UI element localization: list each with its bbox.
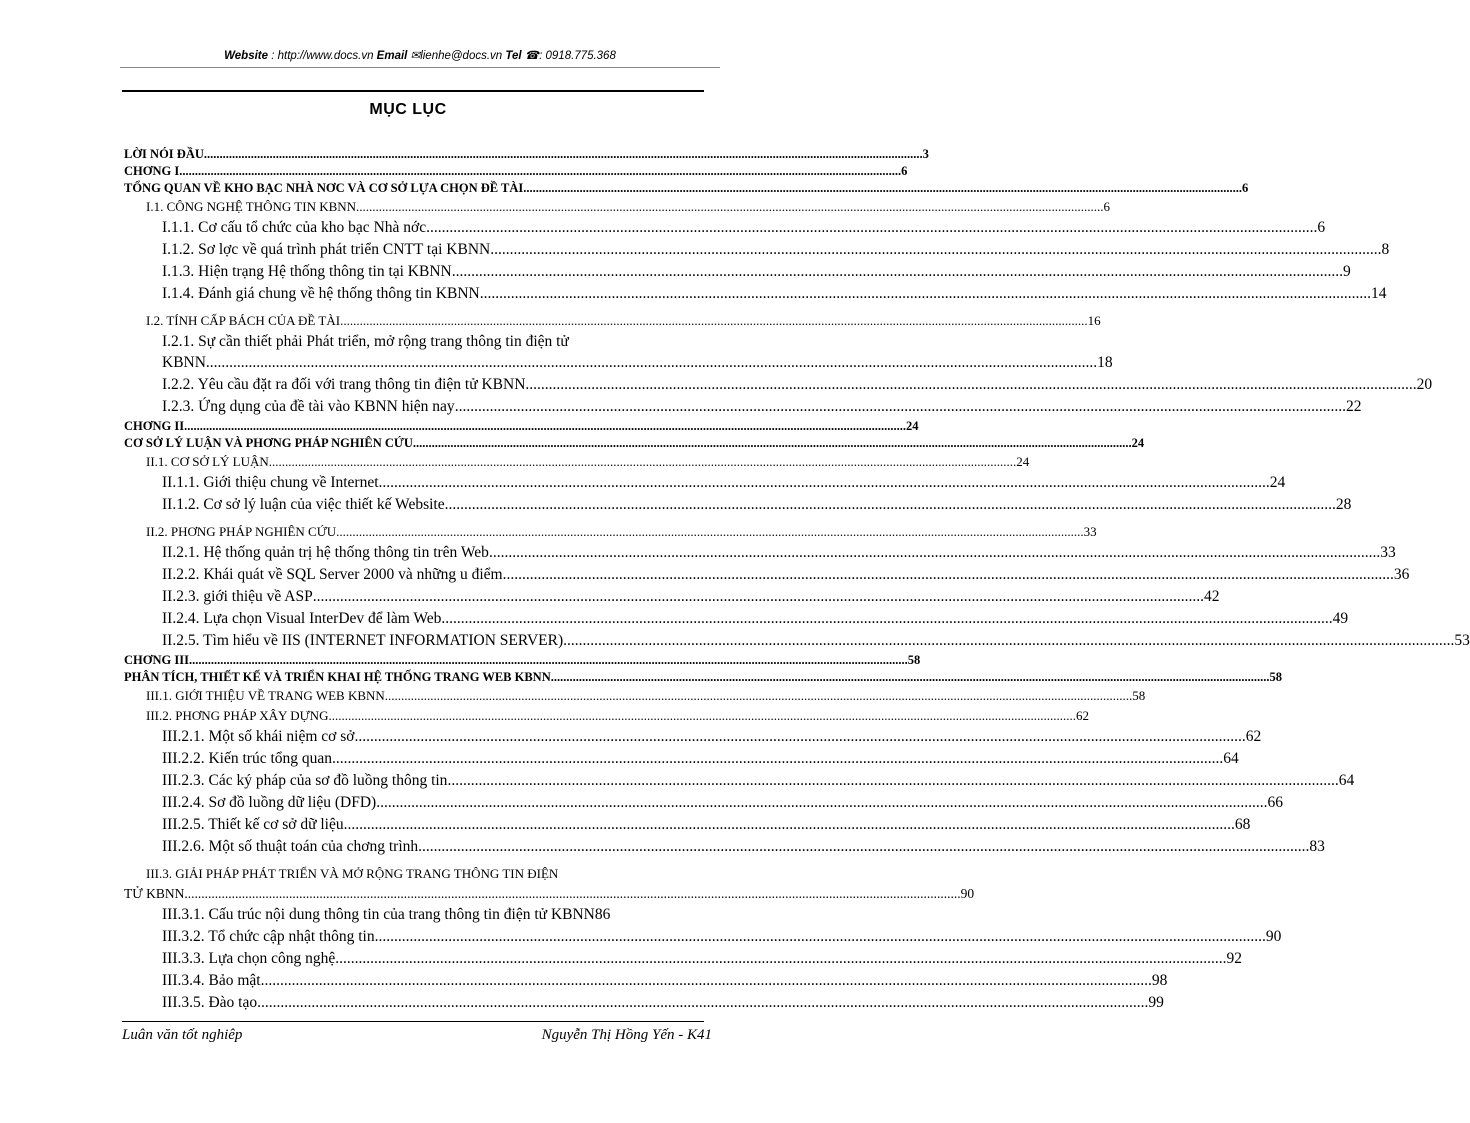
- toc-page-number: 24: [905, 419, 919, 433]
- toc-entry[interactable]: [124, 452, 1030, 472]
- toc-entry-title: III.2.1. Một số khái niệm cơ sở: [162, 728, 355, 745]
- toc-leader-dots: [445, 494, 1336, 516]
- toc-entry-title: I.1.4. Đánh giá chung về hệ thống thông tin KBNN: [162, 285, 480, 302]
- toc-leader-dots: [379, 472, 1270, 494]
- toc-entry-title: I.1.2. Sơ lợc về quá trình phát triển CNTT tại KBNN: [162, 241, 491, 258]
- toc-entry[interactable]: [124, 884, 975, 904]
- toc-leader-dots: [328, 706, 1076, 726]
- toc-leader-dots: [413, 435, 1132, 452]
- toc-entry-title: III.3. GIẢI PHÁP PHÁT TRIỂN VÀ MỞ RỘNG TRANG THÔNG TIN ĐIỆN: [146, 866, 559, 881]
- toc-entry[interactable]: [124, 197, 1111, 217]
- toc-leader-dots: [184, 884, 960, 904]
- toc-page-number: 18: [1097, 354, 1113, 371]
- toc-leader-dots: [452, 261, 1343, 283]
- toc-page-number: 58: [907, 653, 921, 667]
- toc-page-number: 42: [1203, 588, 1220, 605]
- toc-page-number: 16: [1087, 313, 1101, 328]
- toc-page-number: 20: [1416, 376, 1433, 393]
- toc-entry[interactable]: [124, 748, 1239, 770]
- toc-leader-dots: [335, 948, 1226, 970]
- toc-page-number: 8: [1381, 241, 1390, 258]
- toc-page-number: 62: [1245, 728, 1262, 745]
- email-label: Email: [376, 50, 408, 62]
- toc-page-number: 6: [1242, 181, 1249, 195]
- toc-page-number: 22: [1345, 398, 1362, 415]
- table-of-contents: [124, 146, 1470, 1014]
- toc-page-number: 33: [1380, 544, 1396, 561]
- toc-page-number: 33: [1083, 524, 1097, 539]
- toc-entry-title: III.3.3. Lựa chọn công nghệ: [162, 950, 336, 967]
- toc-leader-dots: [441, 608, 1332, 630]
- header-divider-thick: [122, 90, 704, 92]
- toc-leader-dots: [385, 686, 1133, 706]
- toc-leader-dots: [489, 542, 1380, 564]
- toc-leader-dots: [269, 452, 1017, 472]
- toc-entry[interactable]: [124, 542, 1396, 564]
- toc-page-number: 3: [922, 147, 929, 161]
- toc-entry-title: II.2.3. giới thiệu về ASP: [162, 588, 313, 605]
- toc-entry-continuation: TỬ KBNN: [124, 886, 185, 901]
- toc-page-number: 14: [1370, 285, 1387, 302]
- toc-leader-dots: [503, 564, 1394, 586]
- toc-page-number: 98: [1151, 972, 1168, 989]
- toc-entry-title: III.3.1. Cấu trúc nội dung thông tin của trang thông tin điện tử KBNN: [162, 906, 595, 923]
- toc-entry[interactable]: [124, 494, 1352, 516]
- toc-entry[interactable]: [124, 283, 1387, 305]
- toc-entry-title: III.2.3. Các ký pháp của sơ đồ luồng thông tin: [162, 772, 448, 789]
- toc-entry-title: I.2.1. Sự cần thiết phải Phát triển, mở rộng trang thông tin điện tử: [162, 333, 569, 350]
- toc-entry-title: III.1. GIỚI THIỆU VỀ TRANG WEB KBNN: [146, 688, 385, 703]
- toc-page-number: 24: [1131, 436, 1145, 450]
- toc-entry[interactable]: [124, 608, 1349, 630]
- toc-entry[interactable]: [124, 992, 1164, 1014]
- toc-entry-title: II.2.4. Lựa chọn Visual InterDev để làm Web: [162, 610, 442, 627]
- toc-entry[interactable]: [124, 926, 1282, 948]
- toc-entry-title: I.2. TÍNH CẤP BÁCH CỦA ĐỀ TÀI: [146, 313, 341, 328]
- toc-page-number: 90: [960, 886, 975, 901]
- toc-entry-title: III.2.2. Kiến trúc tổng quan: [162, 750, 333, 767]
- toc-leader-dots: [447, 770, 1338, 792]
- toc-leader-dots: [426, 217, 1317, 239]
- toc-leader-dots: [313, 586, 1204, 608]
- toc-entry[interactable]: [124, 435, 1145, 452]
- toc-leader-dots: [257, 992, 1148, 1014]
- toc-entry[interactable]: [124, 948, 1242, 970]
- toc-leader-dots: [344, 814, 1235, 836]
- toc-entry-title: III.3.2. Tổ chức cập nhật thông tin: [162, 928, 375, 945]
- toc-leader-dots: [455, 396, 1346, 418]
- toc-entry[interactable]: [124, 814, 1251, 836]
- toc-entry-title: PHÂN TÍCH, THIẾT KẾ VÀ TRIỂN KHAI HỆ THỐNG TRANG WEB KBNN: [124, 670, 551, 684]
- toc-leader-dots: [340, 311, 1088, 331]
- toc-entry[interactable]: [124, 352, 1113, 374]
- toc-entry-title: II.1.2. Cơ sở lý luận của việc thiết kế Website: [162, 496, 445, 513]
- toc-entry[interactable]: [124, 522, 1097, 542]
- toc-page-number: 99: [1148, 994, 1164, 1011]
- toc-page-number: 24: [1269, 474, 1286, 491]
- toc-leader-dots: [206, 352, 1097, 374]
- email-value: ✉lienhe@docs.vn: [407, 50, 506, 62]
- toc-page-number: 90: [1265, 928, 1282, 945]
- toc-entry-title: CHƠNG II.: [124, 419, 188, 433]
- toc-entry-title: LỜI NÓI ĐẦU: [124, 147, 204, 161]
- toc-entry-title: II.2.5. Tìm hiểu về IIS (INTERNET INFORMATION SERVER): [162, 632, 564, 649]
- toc-entry[interactable]: [124, 904, 708, 926]
- page-title: MỤC LỤC: [369, 101, 447, 118]
- toc-leader-dots: [490, 239, 1381, 261]
- toc-entry[interactable]: [124, 311, 1101, 331]
- toc-page-number: 9: [1342, 263, 1351, 280]
- toc-entry[interactable]: [124, 726, 1262, 748]
- toc-entry[interactable]: [124, 686, 1146, 706]
- toc-entry[interactable]: [124, 261, 1351, 283]
- toc-entry[interactable]: [124, 418, 919, 435]
- toc-entry-title: III.3.4. Bảo mật: [162, 972, 261, 989]
- toc-entry[interactable]: [124, 630, 1470, 652]
- toc-page-number: 6: [1317, 219, 1326, 236]
- toc-entry[interactable]: [124, 706, 1089, 726]
- toc-page-number: 66: [1267, 794, 1283, 811]
- toc-page-number: 53: [1454, 632, 1470, 649]
- toc-leader-dots: [376, 792, 1267, 814]
- toc-entry[interactable]: [124, 836, 1325, 858]
- toc-entry-line: [124, 331, 708, 352]
- toc-entry[interactable]: [124, 564, 1410, 586]
- toc-page-number: 68: [1234, 816, 1251, 833]
- toc-leader-dots: [523, 180, 1242, 197]
- tel-label: Tel: [505, 50, 522, 62]
- toc-page-number: 64: [1223, 750, 1239, 767]
- toc-entry[interactable]: [124, 652, 921, 669]
- toc-leader-dots: [563, 630, 1454, 652]
- toc-entry-continuation: KBNN: [162, 354, 206, 371]
- toc-leader-dots: [525, 374, 1416, 396]
- toc-page-number: 64: [1338, 772, 1355, 789]
- toc-page-number: 58: [1269, 670, 1282, 684]
- toc-leader-dots: [332, 748, 1223, 770]
- toc-entry-title: III.2. PHƠNG PHÁP XÂY DỰNG: [146, 708, 329, 723]
- toc-entry-title: CHƠNG I.: [124, 164, 183, 178]
- toc-entry-title: II.2.2. Khái quát về SQL Server 2000 và những u điểm: [162, 566, 503, 583]
- toc-entry-line: [124, 864, 708, 884]
- toc-page-number: 24: [1016, 454, 1030, 469]
- footer-thesis-label: Luân văn tốt nghiêp: [122, 1027, 243, 1043]
- toc-entry-title: II.1. CƠ SỞ LÝ LUẬN: [146, 454, 269, 469]
- toc-entry[interactable]: [124, 146, 929, 163]
- toc-leader-dots: [261, 970, 1152, 992]
- header-divider-thin: [120, 67, 720, 68]
- website-label: Website: [224, 50, 269, 62]
- toc-entry[interactable]: [124, 163, 908, 180]
- toc-leader-dots: [182, 163, 901, 180]
- toc-page-number: 28: [1335, 496, 1352, 513]
- toc-page-number: 6: [901, 164, 908, 178]
- toc-entry[interactable]: [124, 770, 1355, 792]
- page-header: [120, 48, 720, 62]
- toc-entry[interactable]: [124, 970, 1168, 992]
- toc-page-number: 49: [1332, 610, 1349, 627]
- toc-entry-title: III.3.5. Đào tạo: [162, 994, 258, 1011]
- toc-page-number: 86: [594, 906, 611, 923]
- toc-entry[interactable]: [124, 472, 1286, 494]
- tel-value: ☎: 0918.775.368: [521, 50, 616, 62]
- toc-entry-title: I.2.2. Yêu cầu đặt ra đối với trang thông tin điện tử KBNN: [162, 376, 526, 393]
- footer-divider: [122, 1021, 704, 1022]
- toc-entry-title: III.2.5. Thiết kế cơ sở dữ liệu: [162, 816, 344, 833]
- toc-entry[interactable]: [124, 669, 1282, 686]
- toc-entry-title: II.2.1. Hệ thống quản trị hệ thống thông tin trên Web: [162, 544, 489, 561]
- toc-entry-title: III.2.4. Sơ đồ luồng dữ liệu (DFD): [162, 794, 377, 811]
- toc-page-number: 36: [1393, 566, 1410, 583]
- footer-author: Nguyễn Thị Hồng Yến - K41: [541, 1027, 712, 1043]
- toc-page-number: 62: [1075, 708, 1089, 723]
- toc-leader-dots: [375, 926, 1266, 948]
- toc-page-number: 6: [1103, 199, 1111, 214]
- toc-leader-dots: [336, 522, 1084, 542]
- toc-leader-dots: [204, 146, 923, 163]
- toc-entry-title: CƠ SỞ LÝ LUẬN VÀ PHƠNG PHÁP NGHIÊN CỨU: [124, 436, 413, 450]
- toc-entry[interactable]: [124, 180, 1249, 197]
- toc-page-number: 83: [1309, 838, 1325, 855]
- toc-entry[interactable]: [124, 374, 1433, 396]
- toc-entry[interactable]: [124, 396, 1362, 418]
- toc-entry-title: III.2.6. Một số thuật toán của chơng trình: [162, 838, 419, 855]
- toc-entry-title: I.1.1. Cơ cấu tổ chức của kho bạc Nhà nớc: [162, 219, 427, 236]
- toc-entry-title: I.1. CÔNG NGHỆ THÔNG TIN KBNN: [146, 199, 357, 214]
- toc-leader-dots: [189, 652, 908, 669]
- website-value: : http://www.docs.vn: [268, 50, 377, 62]
- toc-entry-title: I.1.3. Hiện trạng Hệ thống thông tin tại KBNN: [162, 263, 452, 280]
- toc-entry[interactable]: [124, 586, 1220, 608]
- toc-leader-dots: [187, 418, 906, 435]
- toc-entry-title: II.2. PHƠNG PHÁP NGHIÊN CỨU: [146, 524, 337, 539]
- toc-page-number: 92: [1226, 950, 1242, 967]
- toc-entry-title: II.1.1. Giới thiệu chung về Internet: [162, 474, 379, 491]
- toc-entry-title: TỔNG QUAN VỀ KHO BẠC NHÀ NƠC VÀ CƠ SỞ LỰA CHỌN ĐỀ TÀI: [124, 181, 524, 195]
- toc-leader-dots: [418, 836, 1309, 858]
- toc-leader-dots: [356, 197, 1104, 217]
- toc-page-number: 58: [1132, 688, 1146, 703]
- toc-entry[interactable]: [124, 239, 1390, 261]
- toc-entry-title: CHƠNG III: [124, 653, 189, 667]
- toc-leader-dots: [480, 283, 1371, 305]
- toc-entry-title: I.2.3. Ứng dụng của đề tài vào KBNN hiện nay: [162, 398, 455, 415]
- toc-entry[interactable]: [124, 792, 1283, 814]
- toc-leader-dots: [551, 669, 1270, 686]
- toc-entry[interactable]: [124, 217, 1326, 239]
- toc-leader-dots: [354, 726, 1245, 748]
